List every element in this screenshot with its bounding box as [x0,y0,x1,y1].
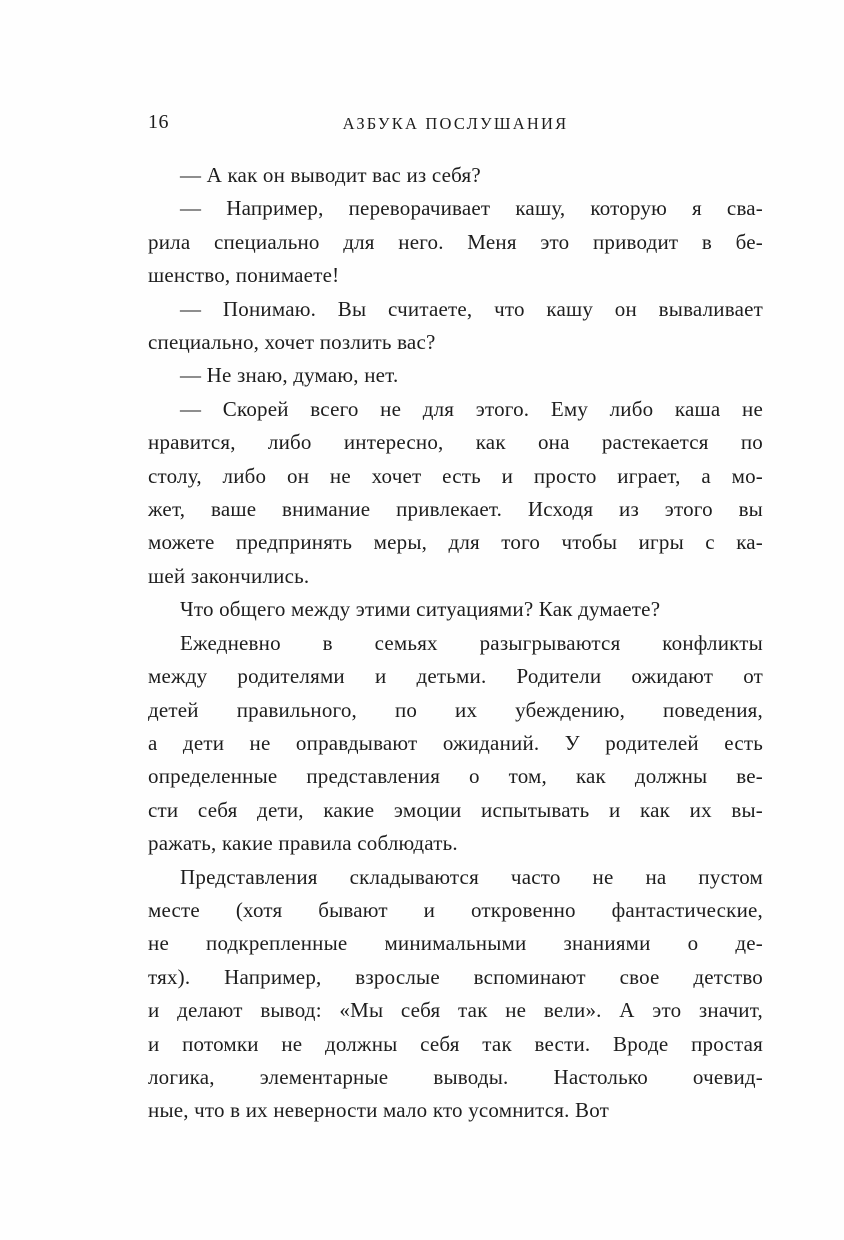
paragraph [148,359,763,392]
text-line: жет, ваше внимание привлекает. Исходя из этого вы [148,497,763,522]
paragraph [148,861,763,1128]
text-line: логика, элементарные выводы. Настолько очевид- [148,1064,763,1089]
text-line: между родителями и детьми. Родители ожидают от [148,664,763,689]
text-line: тях). Например, взрослые вспоминают свое детство [148,964,763,989]
page-number: 16 [148,111,169,133]
text-line: столу, либо он не хочет есть и просто играет, а мо- [148,463,763,488]
text-line: а дети не оправдывают ожиданий. У родителей есть [148,730,763,755]
text-line: специально, хочет позлить вас? [148,330,436,355]
page-header [148,110,763,136]
text-line: детей правильного, по их убеждению, поведения, [148,697,763,722]
text-line: можете предпринять меры, для того чтобы игры с ка- [148,530,763,555]
text-line: — Скорей всего не для этого. Ему либо каша не [180,396,763,421]
paragraph [148,293,763,360]
text-line: месте (хотя бывают и откровенно фантастические, [148,897,763,922]
text-line: ражать, какие правила соблюдать. [148,831,458,856]
text-line: Что общего между этими ситуациями? Как думаете? [180,597,661,622]
text-line: Представления складываются часто не на пустом [180,864,763,889]
text-line: Ежедневно в семьях разыгрываются конфликты [180,630,763,655]
text-line: сти себя дети, какие эмоции испытывать и как их вы- [148,797,763,822]
text-line: и потомки не должны себя так вести. Вроде простая [148,1031,763,1056]
paragraph [148,159,763,192]
body-text [148,159,763,1128]
text-line: ные, что в их неверности мало кто усомнится. Вот [148,1098,610,1123]
text-line: шенство, понимаете! [148,263,340,288]
text-line: не подкрепленные минимальными знаниями о де- [148,931,763,956]
text-line: нравится, либо интересно, как она растекается по [148,430,763,455]
paragraph [148,393,763,593]
text-line: — Например, переворачивает кашу, которую я сва- [180,196,763,221]
paragraph [148,192,763,292]
paragraph [148,593,763,626]
text-line: рила специально для него. Меня это приводит в бе- [148,229,763,254]
paragraph [148,627,763,861]
text-line: шей закончились. [148,563,310,588]
text-line: определенные представления о том, как должны ве- [148,764,763,789]
text-line: — Не знаю, думаю, нет. [180,363,399,388]
text-line: и делают вывод: «Мы себя так не вели». А это значит, [148,998,763,1023]
text-line: — Понимаю. Вы считаете, что кашу он вываливает [180,296,763,321]
text-line: — А как он выводит вас из себя? [180,163,481,187]
running-title: АЗБУКА ПОСЛУШАНИЯ [342,114,569,133]
